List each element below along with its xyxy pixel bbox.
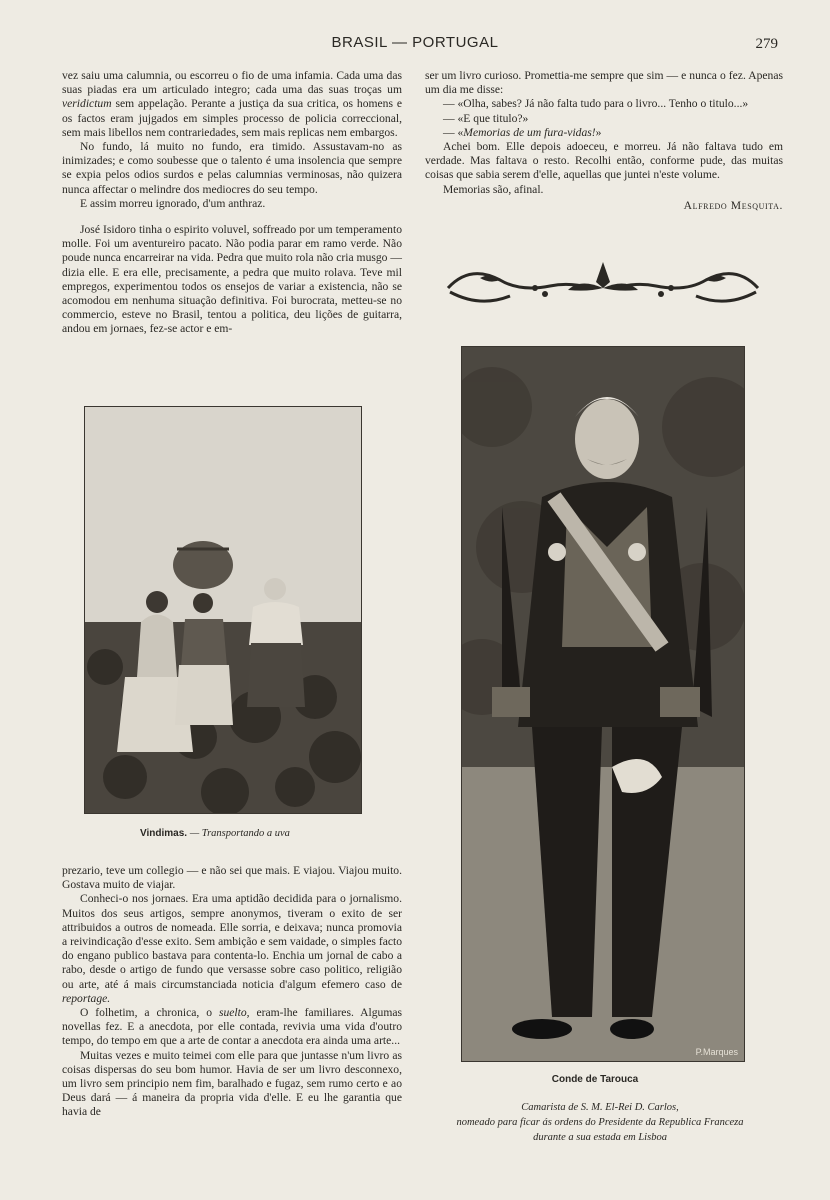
right-column-top [425,69,783,213]
paragraph: Muitas vezes e muito teimei com elle para que juntasse n'um livro as coisas dispersas do seu bom humor. Havia de ser um livro desconnexo, um livro sem principio nem fim, baralhado e fugaz, sem rumo certo e ao Deus dará — á maneira da propria vida d'elle. E eu lhe garantia que havia de [62,1048,402,1119]
caption-line: durante a sua estada em Lisboa [533,1132,667,1143]
vindimas-illustration [85,407,361,813]
paragraph: prezario, teve um collegio — e não sei que mais. E viajou. Viajou muito. Gostava muito de viajar. [62,864,402,892]
conde-caption-subtitle [425,1100,775,1145]
dialogue-line: — «Memorias de um fura-vidas!» [443,125,602,139]
running-head: BRASIL — PORTUGAL [331,34,499,51]
paragraph: E assim morreu ignorado, d'um anthraz. [80,196,266,210]
paragraph: No fundo, lá muito no fundo, era timido. Assustavam-no as inimizades; e como soubesse que o talento é uma insolencia que sempre se expia pelos odios surdos e pelas calumnias verminosas, não quizera nunca affectar o melindre dos mediocres do seu tempo. [62,140,402,196]
dialogue-line: — «E que titulo?» [443,111,529,125]
conde-portrait-illustration [462,347,744,1061]
left-column-top [62,69,402,337]
page-number: 279 [755,36,778,52]
photo-credit: P.Marques [695,1047,738,1057]
paragraph: Achei bom. Elle depois adoeceu, e morreu. Já não faltava tudo em verdade. Mas faltava o resto. Recolhi então, conforme pude, das muitas coisas que sabia serem d'elle, aquellas que juntei n'este volume. [425,140,783,182]
vindimas-caption: Vindimas. — Transportando a uva [140,828,290,839]
floral-ornament [440,258,766,316]
author-signature: Alfredo Mesquita. [683,198,783,212]
conde-caption-title: Conde de Tarouca [551,1074,639,1085]
vindimas-photo [84,406,362,814]
paragraph: Conheci-o nos jornaes. Era uma aptidão decidida para o jornalismo. Muitos dos seus artigos, sempre anonymos, tiveram o exito de ser attribuidos a outros de nomeada. Elle sorria, e deixava; nunca promovia a reivindicação d'esse exito. Sem ambição e sem vaidade, o simples facto do engano publico bastava para contenta-lo. Enchia um jornal de cabo a rabo, desde o artigo de fundo que versasse sobre caso politico, religião ou arte, até á mais circumstanciada noticia d'algum efemero caso de reportage. [62,892,402,1005]
dialogue-line: — «Olha, sabes? Já não falta tudo para o livro... Tenho o titulo...» [443,97,749,111]
paragraph: O folhetim, a chronica, o suelto, eram-lhe familiares. Algumas novellas fez. E a anecdota, por elle contada, revivia uma vida d'outro tempo, do tempo em que a arte de contar a anecdota era ainda uma arte... [62,1006,403,1048]
conde-portrait-photo [461,346,745,1062]
paragraph: ser um livro curioso. Promettia-me sempre que sim — e nunca o fez. Apenas um dia me disse: [425,69,783,97]
caption-line: nomeado para ficar ás ordens do Presidente da Republica Franceza [456,1117,744,1128]
caption-line: Camarista de S. M. El-Rei D. Carlos, [521,1102,679,1113]
paragraph: vez saiu uma calumnia, ou escorreu o fio de uma infamia. Cada uma das suas piadas era um articulado integro; cada uma das suas troças um veridictum sem appelação. Perante a justiça da sua critica, os homens e os factos eram jujgados em simples processo de policia correccional, sem mais libellos nem contrariedades, sem mais replicas nem embargos. [62,69,402,139]
paragraph: José Isidoro tinha o espirito voluvel, soffreado por um temperamento molle. Foi um aventureiro pacato. Não podia parar em ramo verde. Não poude nunca encarreirar na vida. Pedra que muito rola não cria musgo — dizia elle. E era elle, precisamente, a pedra que muito rolava. Teve mil empregos, experimentou todos os ensejos de variar a existencia, não se acomodou em nenhuma situação definitiva. Foi burocrata, metteu-se no commercio, esteve no Brasil, tentou a politica, deu lições de guitarra, andou em jornaes, fez-se actor e em- [62,223,402,336]
paragraph: Memorias são, afinal. [443,182,544,196]
